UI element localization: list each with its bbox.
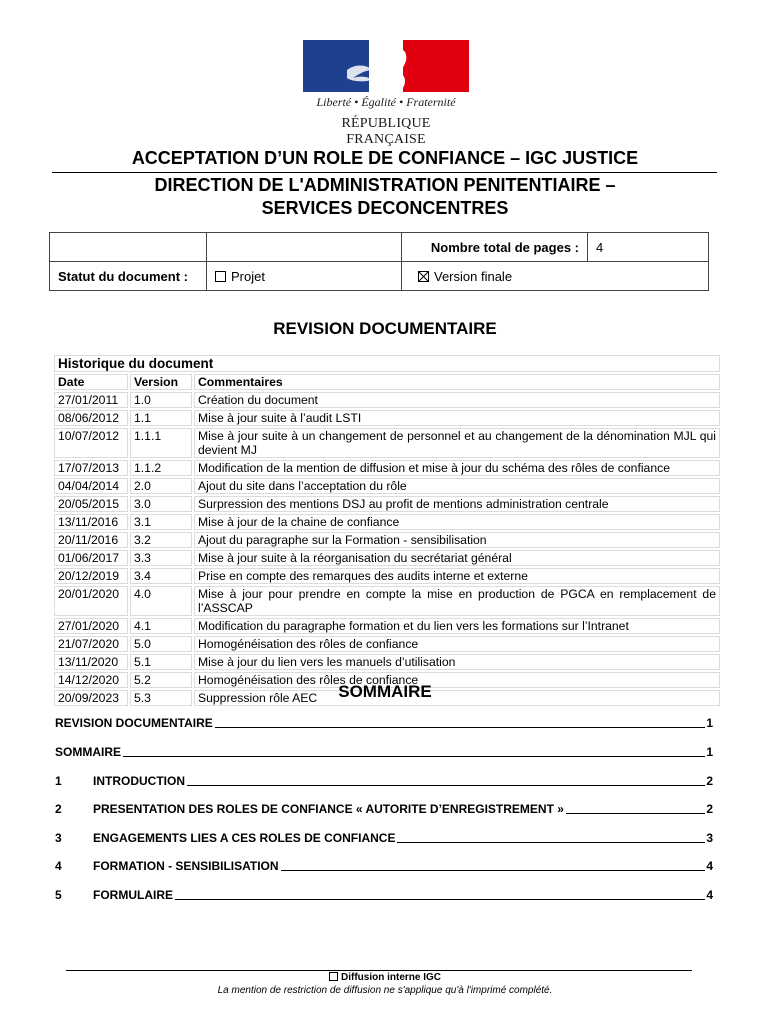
history-comment: Mise à jour pour prendre en compte la mise en production de PGCA en remplacement de l’ASSCAP [194, 586, 720, 616]
history-comment: Mise à jour suite à l’audit LSTI [194, 410, 720, 426]
document-subtitle-line2: SERVICES DECONCENTRES [261, 198, 509, 218]
toc-label: FORMULAIRE [93, 888, 173, 902]
status-option-projet[interactable] [207, 262, 402, 291]
history-date: 27/01/2020 [54, 618, 128, 634]
toc-entry[interactable] [55, 859, 713, 873]
history-version: 2.0 [130, 478, 192, 494]
history-version: 5.2 [130, 672, 192, 688]
history-version: 3.4 [130, 568, 192, 584]
document-title: ACCEPTATION D’UN ROLE DE CONFIANCE – IGC JUSTICE [131, 148, 639, 168]
history-date: 20/05/2015 [54, 496, 128, 512]
info-empty-cell [207, 233, 402, 262]
toc-label: PRESENTATION DES ROLES DE CONFIANCE « AUTORITE D’ENREGISTREMENT » [93, 802, 564, 816]
history-table [52, 353, 722, 708]
toc-entry[interactable] [55, 802, 713, 816]
history-row [54, 586, 720, 616]
history-date: 14/12/2020 [54, 672, 128, 688]
history-comment: Création du document [194, 392, 720, 408]
toc-page-number: 1 [706, 745, 713, 759]
toc-page-number: 4 [706, 888, 713, 902]
history-comment: Surpression des mentions DSJ au profit de mentions administration centrale [194, 496, 720, 512]
history-version: 3.3 [130, 550, 192, 566]
document-info-table [49, 232, 709, 291]
history-date: 08/06/2012 [54, 410, 128, 426]
history-version: 3.0 [130, 496, 192, 512]
footer-divider [66, 970, 692, 971]
history-caption: Historique du document [54, 355, 720, 372]
toc-entry[interactable] [55, 831, 713, 845]
history-comment: Mise à jour suite à un changement de personnel et au changement de la dénomination MJL qui devient MJ [194, 428, 720, 458]
history-row [54, 460, 720, 476]
history-row [54, 636, 720, 652]
info-empty-cell [50, 233, 207, 262]
toc-label: ENGAGEMENTS LIES A CES ROLES DE CONFIANCE [93, 831, 396, 845]
history-version: 5.1 [130, 654, 192, 670]
history-version: 1.1.2 [130, 460, 192, 476]
status-option-projet-label: Projet [231, 268, 265, 284]
pages-label: Nombre total de pages : [402, 233, 588, 262]
history-date: 04/04/2014 [54, 478, 128, 494]
history-row [54, 568, 720, 584]
history-comment: Homogénéisation des rôles de confiance [194, 636, 720, 652]
toc-page-number: 2 [706, 774, 713, 788]
toc-number: 4 [55, 859, 62, 873]
footer-diffusion [0, 972, 770, 983]
toc-label: FORMATION - SENSIBILISATION [93, 859, 279, 873]
history-row [54, 618, 720, 634]
history-comment: Mise à jour de la chaine de confiance [194, 514, 720, 530]
history-version: 3.1 [130, 514, 192, 530]
toc-page-number: 1 [706, 716, 713, 730]
toc-leader [123, 756, 705, 757]
toc-label: REVISION DOCUMENTAIRE [55, 716, 213, 730]
history-row [54, 478, 720, 494]
toc-leader [175, 899, 705, 900]
toc-leader [187, 785, 705, 786]
history-header-date: Date [54, 374, 128, 390]
toc-entry[interactable] [55, 716, 713, 730]
history-version: 5.0 [130, 636, 192, 652]
history-date: 21/07/2020 [54, 636, 128, 652]
toc-leader [215, 727, 706, 728]
footer-diffusion-label: Diffusion interne IGC [341, 972, 441, 983]
toc-number: 1 [55, 774, 62, 788]
republique-francaise-logo [300, 40, 472, 147]
history-version: 4.0 [130, 586, 192, 616]
toc-page-number: 3 [706, 831, 713, 845]
history-version: 4.1 [130, 618, 192, 634]
unchecked-box-icon [329, 972, 338, 981]
status-option-final-label: Version finale [434, 268, 513, 284]
toc-page-number: 2 [706, 802, 713, 816]
toc-entry[interactable] [55, 774, 713, 788]
pages-value: 4 [588, 233, 709, 262]
toc-label: INTRODUCTION [93, 774, 185, 788]
sommaire-heading: SOMMAIRE [338, 682, 432, 701]
status-label: Statut du document : [50, 262, 207, 291]
history-version: 5.3 [130, 690, 192, 706]
document-subtitle-line1: DIRECTION DE L'ADMINISTRATION PENITENTIAIRE – [154, 175, 616, 195]
history-comment: Mise à jour du lien vers les manuels d’utilisation [194, 654, 720, 670]
history-date: 17/07/2013 [54, 460, 128, 476]
footer-note: La mention de restriction de diffusion ne s'applique qu'à l'imprimé complété. [217, 985, 553, 996]
toc-entry[interactable] [55, 888, 713, 902]
history-row [54, 550, 720, 566]
title-divider [52, 172, 717, 173]
history-header-comments: Commentaires [194, 374, 720, 390]
history-date: 27/01/2011 [54, 392, 128, 408]
history-comment: Prise en compte des remarques des audits interne et externe [194, 568, 720, 584]
history-date: 20/12/2019 [54, 568, 128, 584]
history-comment: Ajout du paragraphe sur la Formation - sensibilisation [194, 532, 720, 548]
history-comment: Suppression rôle AEC [194, 690, 720, 706]
toc-number: 5 [55, 888, 62, 902]
toc-number: 3 [55, 831, 62, 845]
history-date: 10/07/2012 [54, 428, 128, 458]
history-date: 20/11/2016 [54, 532, 128, 548]
history-header-version: Version [130, 374, 192, 390]
history-comment: Mise à jour suite à la réorganisation du secrétariat général [194, 550, 720, 566]
history-version: 1.1 [130, 410, 192, 426]
history-comment: Ajout du site dans l’acceptation du rôle [194, 478, 720, 494]
toc-label: SOMMAIRE [55, 745, 121, 759]
history-row [54, 410, 720, 426]
history-row [54, 514, 720, 530]
history-row [54, 532, 720, 548]
history-row [54, 496, 720, 512]
history-version: 1.0 [130, 392, 192, 408]
history-row [54, 392, 720, 408]
status-option-final[interactable] [402, 262, 709, 291]
history-comment: Modification du paragraphe formation et du lien vers les formations sur l’Intranet [194, 618, 720, 634]
toc-number: 2 [55, 802, 62, 816]
toc-leader [566, 813, 705, 814]
logo-republic-text: RÉPUBLIQUE FRANÇAISE [341, 116, 431, 147]
history-row [54, 428, 720, 458]
history-version: 1.1.1 [130, 428, 192, 458]
marianne-flag-icon [303, 40, 469, 92]
history-date: 13/11/2016 [54, 514, 128, 530]
history-date: 20/09/2023 [54, 690, 128, 706]
history-version: 3.2 [130, 532, 192, 548]
history-date: 20/01/2020 [54, 586, 128, 616]
history-comment: Modification de la mention de diffusion et mise à jour du schéma des rôles de confiance [194, 460, 720, 476]
toc-entry[interactable] [55, 745, 713, 759]
history-date: 01/06/2017 [54, 550, 128, 566]
revision-heading: REVISION DOCUMENTAIRE [273, 319, 497, 338]
unchecked-box-icon[interactable] [215, 271, 226, 282]
checked-box-icon[interactable] [418, 271, 429, 282]
toc-leader [397, 842, 705, 843]
history-comment: Homogénéisation des rôles de confiance [194, 672, 720, 688]
logo-motto: Liberté • Égalité • Fraternité [316, 95, 456, 109]
history-date: 13/11/2020 [54, 654, 128, 670]
history-row [54, 654, 720, 670]
toc-leader [281, 870, 706, 871]
toc-page-number: 4 [706, 859, 713, 873]
